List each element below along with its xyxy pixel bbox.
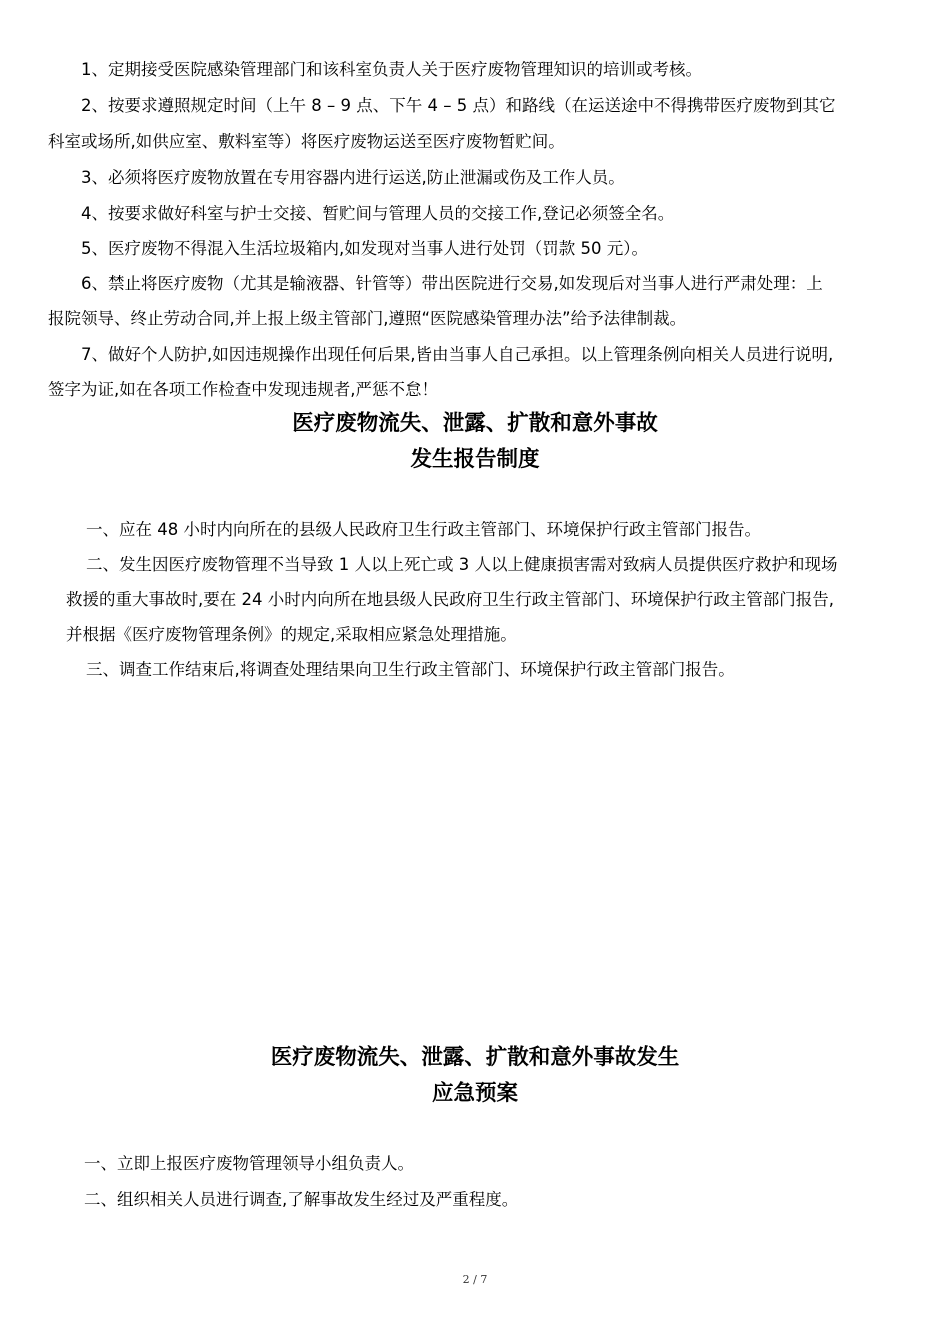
- rule-line: 2、按要求遵照规定时间（上午 8 – 9 点、下午 4 – 5 点）和路线（在运送途中不得携带医疗废物到其它: [48, 96, 836, 115]
- report-line: 三、调查工作结束后,将调查处理结果向卫生行政主管部门、环境保护行政主管部门报告。: [86, 660, 735, 679]
- emergency-line: 二、组织相关人员进行调查,了解事故发生经过及严重程度。: [84, 1190, 519, 1209]
- emergency-line: 一、立即上报医疗废物管理领导小组负责人。: [84, 1154, 414, 1173]
- rule-line: 1、定期接受医院感染管理部门和该科室负责人关于医疗废物管理知识的培训或考核。: [48, 60, 702, 79]
- emergency-section-title: 医疗废物流失、泄露、扩散和意外事故发生: [270, 1045, 680, 1070]
- report-line: 一、应在 48 小时内向所在的县级人民政府卫生行政主管部门、环境保护行政主管部门报告。: [86, 520, 761, 539]
- rule-line: 报院领导、终止劳动合同,并上报上级主管部门,遵照“医院感染管理办法”给予法律制裁。: [48, 309, 687, 328]
- rule-line: 3、必须将医疗废物放置在专用容器内进行运送,防止泄漏或伤及工作人员。: [48, 168, 625, 187]
- rule-line: 6、禁止将医疗废物（尤其是输液器、针管等）带出医院进行交易,如发现后对当事人进行严肃处理：上: [48, 274, 823, 293]
- rule-line: 7、做好个人防护,如因违规操作出现任何后果,皆由当事人自己承担。以上管理条例向相关人员进行说明,: [48, 345, 834, 364]
- report-section-title: 医疗废物流失、泄露、扩散和意外事故: [292, 411, 658, 436]
- emergency-section-subtitle: 应急预案: [431, 1081, 518, 1106]
- rule-line: 5、医疗废物不得混入生活垃圾箱内,如发现对当事人进行处罚（罚款 50 元）。: [48, 239, 648, 258]
- rule-line: 科室或场所,如供应室、敷料室等）将医疗废物运送至医疗废物暂贮间。: [48, 132, 565, 151]
- rule-line: 签字为证,如在各项工作检查中发现违规者,严惩不怠！: [48, 380, 438, 399]
- report-line: 二、发生因医疗废物管理不当导致 1 人以上死亡或 3 人以上健康损害需对致病人员提供医疗救护和现场: [86, 555, 838, 574]
- report-line: 并根据《医疗废物管理条例》的规定,采取相应紧急处理措施。: [66, 625, 517, 644]
- report-section-subtitle: 发生报告制度: [410, 447, 540, 472]
- report-line: 救援的重大事故时,要在 24 小时内向所在地县级人民政府卫生行政主管部门、环境保护行政主管部门报告,: [66, 590, 834, 609]
- page-number: 2 / 7: [462, 1273, 488, 1286]
- rule-line: 4、按要求做好科室与护士交接、暂贮间与管理人员的交接工作,登记必须签全名。: [48, 204, 675, 223]
